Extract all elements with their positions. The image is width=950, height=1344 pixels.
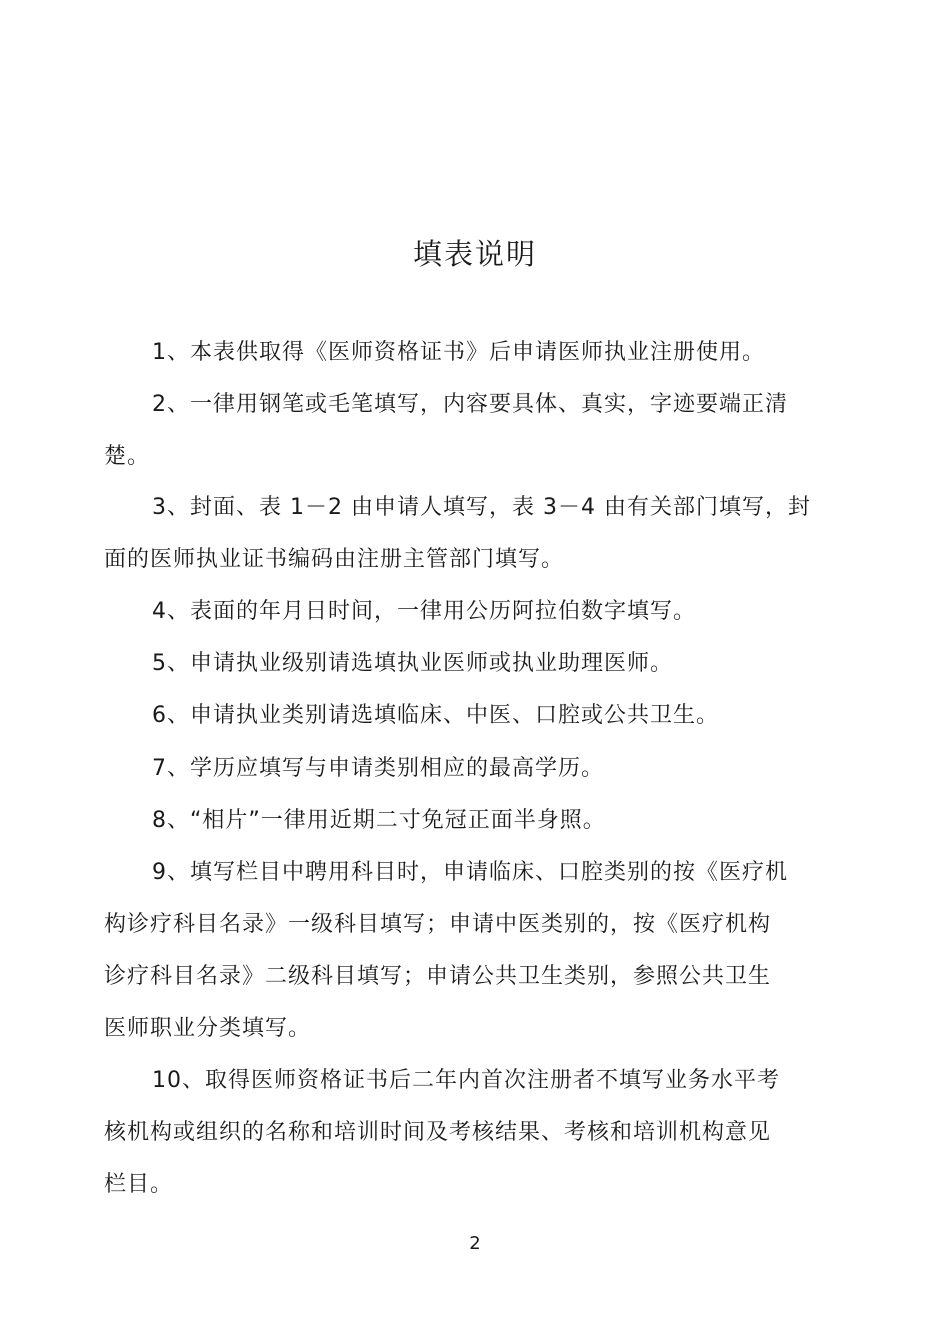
instruction-line: 4、表面的年月日时间，一律用公历阿拉伯数字填写。 — [152, 599, 696, 624]
instruction-line: 医师职业分类填写。 — [104, 1016, 312, 1041]
instruction-line: 10、取得医师资格证书后二年内首次注册者不填写业务水平考 — [152, 1068, 780, 1093]
instruction-line: 8、“相片”一律用近期二寸免冠正面半身照。 — [152, 808, 606, 833]
instruction-line: 核机构或组织的名称和培训时间及考核结果、考核和培训机构意见 — [104, 1120, 772, 1145]
instruction-line: 3、封面、表 1－2 由申请人填写，表 3－4 由有关部门填写，封 — [152, 495, 811, 520]
instruction-line: 栏目。 — [104, 1172, 174, 1197]
page-number: 2 — [469, 1233, 481, 1254]
page-title: 填表说明 — [412, 237, 537, 271]
instruction-line: 面的医师执业证书编码由注册主管部门填写。 — [104, 547, 565, 572]
instruction-line: 6、申请执业类别请选填临床、中医、口腔或公共卫生。 — [152, 703, 719, 728]
instruction-line: 构诊疗科目名录》一级科目填写；申请中医类别的，按《医疗机构 — [104, 912, 772, 937]
instruction-line: 楚。 — [104, 444, 151, 469]
instruction-line: 诊疗科目名录》二级科目填写；申请公共卫生类别，参照公共卫生 — [104, 964, 772, 989]
instruction-line: 9、填写栏目中聘用科目时，申请临床、口腔类别的按《医疗机 — [152, 860, 788, 885]
instruction-line: 5、申请执业级别请选填执业医师或执业助理医师。 — [152, 651, 673, 676]
instruction-line: 7、学历应填写与申请类别相应的最高学历。 — [152, 756, 604, 781]
instruction-line: 1、本表供取得《医师资格证书》后申请医师执业注册使用。 — [152, 340, 765, 365]
instruction-line: 2、一律用钢笔或毛笔填写，内容要具体、真实，字迹要端正清 — [152, 392, 788, 417]
